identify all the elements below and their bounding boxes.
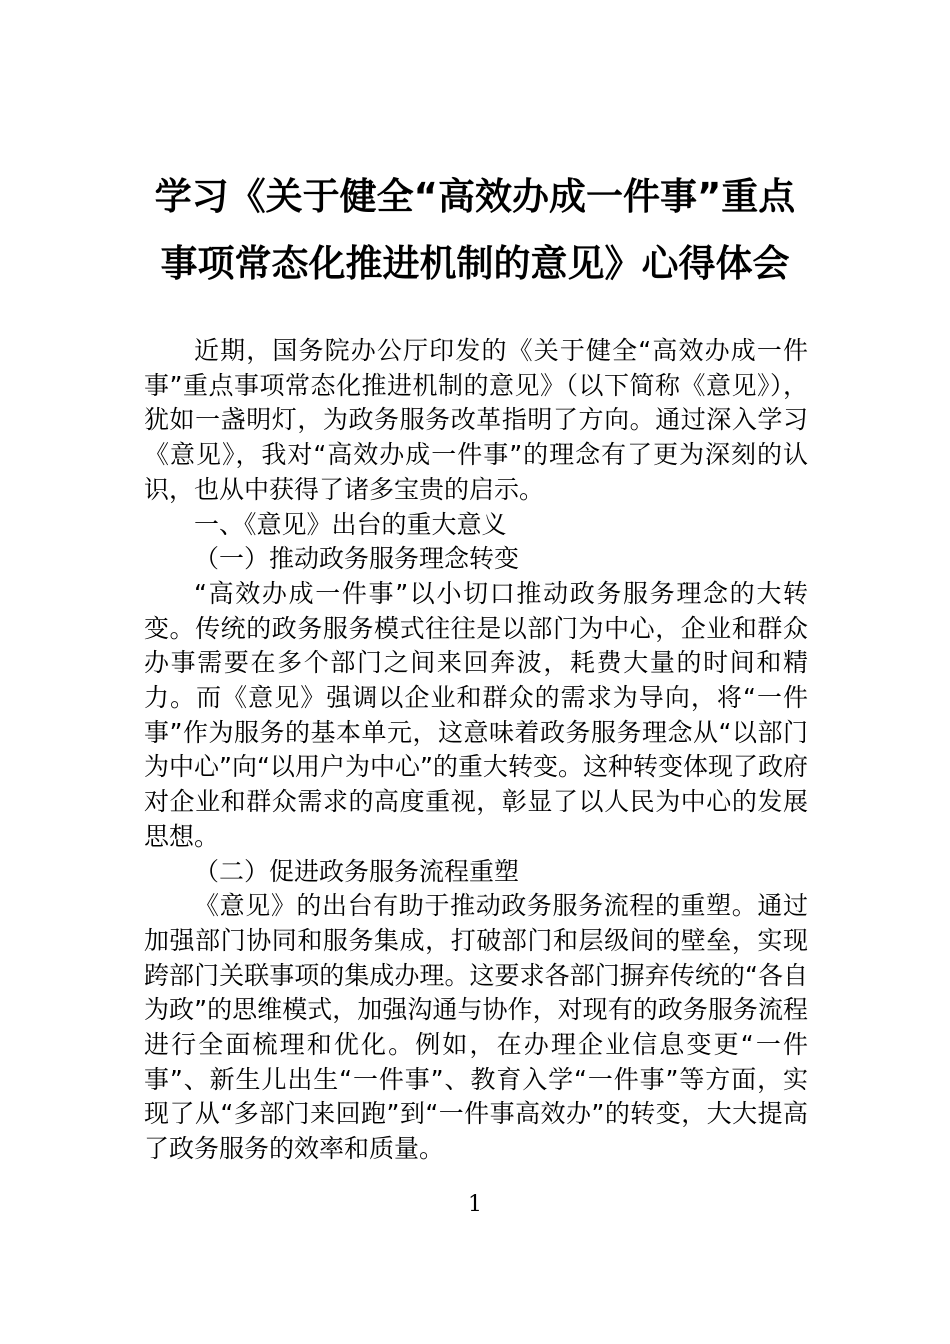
subsection-heading-2: （二）促进政务服务流程重塑 bbox=[194, 856, 520, 886]
subsection-heading-1: （一）推动政务服务理念转变 bbox=[194, 544, 520, 574]
document-body bbox=[144, 334, 808, 1167]
intro-paragraph: 近期，国务院办公厅印发的《关于健全“高效办成一件事”重点事项常态化推进机制的意见》（以下简称《意见》），犹如一盏明灯，为政务服务改革指明了方向。通过深入学习《意见》，我对“高效办成一件事”的理念有了更为深刻的认识，也从中获得了诸多宝贵的启示。 bbox=[144, 336, 808, 504]
section-heading-1: 一、《意见》出台的重大意义 bbox=[194, 509, 507, 539]
body-paragraph-1: “高效办成一件事”以小切口推动政务服务理念的大转变。传统的政务服务模式往往是以部门为中心，企业和群众办事需要在多个部门之间来回奔波，耗费大量的时间和精力。而《意见》强调以企业和群众的需求为导向，将“一件事”作为服务的基本单元，这意味着政务服务理念从“以部门为中心”向“以用户为中心”的重大转变。这种转变体现了政府对企业和群众需求的高度重视，彰显了以人民为中心的发展思想。 bbox=[144, 578, 808, 851]
document-title-line-2: 事项常态化推进机制的意见》心得体会 bbox=[160, 242, 790, 285]
document-title-line-1: 学习《关于健全“高效办成一件事”重点 bbox=[154, 175, 796, 218]
body-paragraph-2: 《意见》的出台有助于推动政务服务流程的重塑。通过加强部门协同和服务集成，打破部门和层级间的壁垒，实现跨部门关联事项的集成办理。这要求各部门摒弃传统的“各自为政”的思维模式，加强沟通与协作，对现有的政务服务流程进行全面梳理和优化。例如，在办理企业信息变更“一件事”、新生儿出生“一件事”、教育入学“一件事”等方面，实现了从“多部门来回跑”到“一件事高效办”的转变，大大提高了政务服务的效率和质量。 bbox=[144, 891, 808, 1164]
page-number: 1 bbox=[468, 1192, 482, 1217]
